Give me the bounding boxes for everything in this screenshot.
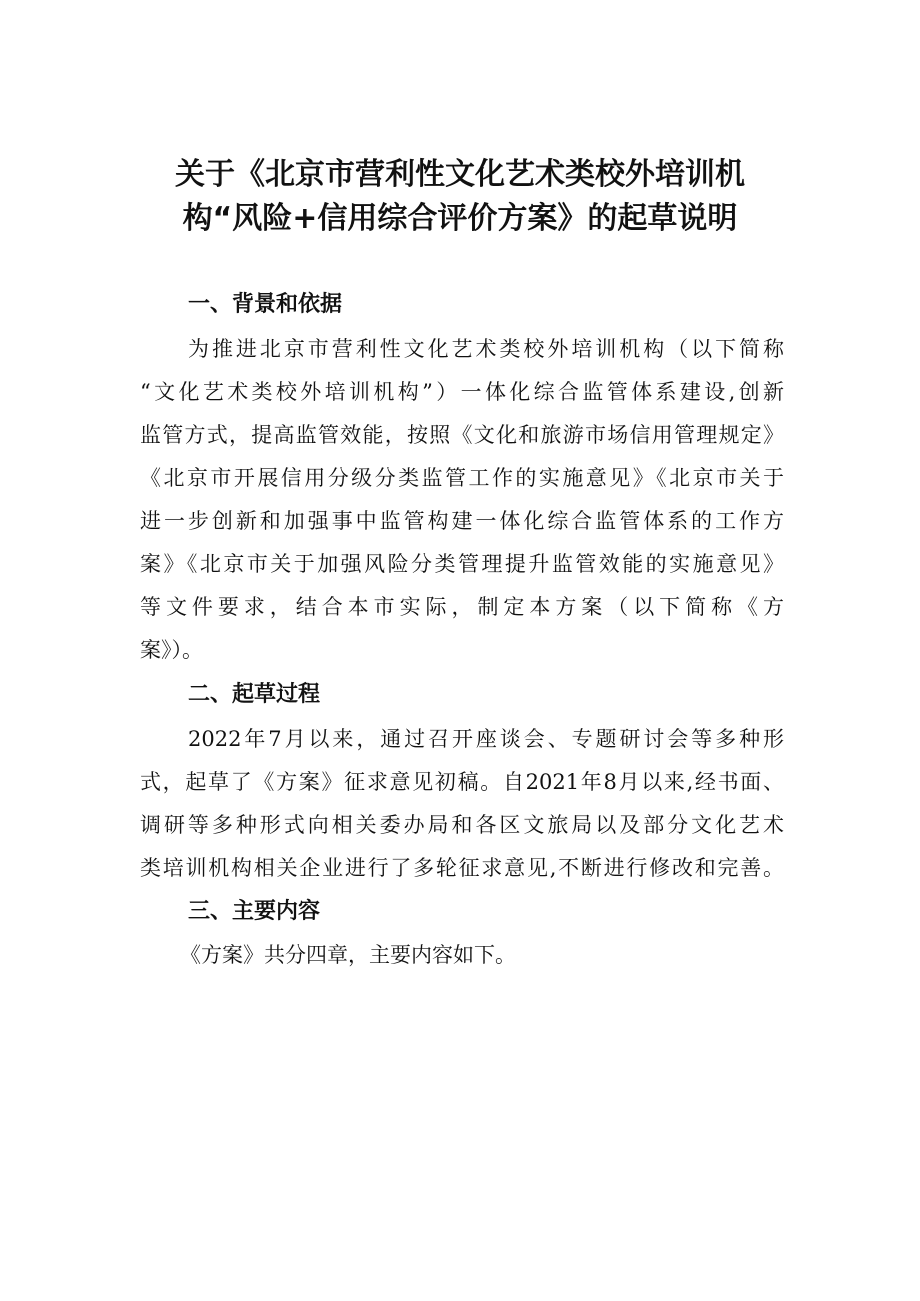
paragraph-line: 《方案》共分四章，主要内容如下。 (180, 943, 516, 967)
paragraph-line: 进一步创新和加强事中监管构建一体化综合监管体系的工作方 (140, 509, 784, 533)
document-title-line-2: 构“风险+信用综合评价方案》的起草说明 (182, 201, 738, 236)
paragraph-line: 案》）。 (140, 638, 203, 662)
paragraph-line: 调研等多种形式向相关委办局和各区文旅局以及部分文化艺术 (140, 813, 784, 837)
paragraph-line: 类培训机构相关企业进行了多轮征求意见,不断进行修改和完善。 (140, 856, 784, 880)
paragraph-line: 为推进北京市营利性文化艺术类校外培训机构（以下简称 (188, 337, 784, 361)
document-title-line-1: 关于《北京市营利性文化艺术类校外培训机 (175, 157, 745, 192)
paragraph-line: 式，起草了《方案》征求意见初稿。自2021年8月以来,经书面、 (140, 770, 784, 794)
paragraph-line: 2022年7月以来，通过召开座谈会、专题研讨会等多种形 (188, 727, 784, 751)
paragraph-line: 等文件要求，结合本市实际，制定本方案（以下简称《方 (140, 595, 784, 619)
section-heading-main-content: 三、主要内容 (188, 899, 321, 924)
section-heading-background: 一、背景和依据 (188, 292, 343, 317)
paragraph-line: “文化艺术类校外培训机构”）一体化综合监管体系建设,创新 (140, 380, 784, 404)
paragraph-line: 案》《北京市关于加强风险分类管理提升监管效能的实施意见》 (140, 552, 784, 576)
paragraph-line: 《北京市开展信用分级分类监管工作的实施意见》《北京市关于 (140, 466, 784, 490)
section-heading-drafting: 二、起草过程 (188, 682, 321, 707)
paragraph-line: 监管方式，提高监管效能，按照《文化和旅游市场信用管理规定》 (140, 423, 784, 447)
